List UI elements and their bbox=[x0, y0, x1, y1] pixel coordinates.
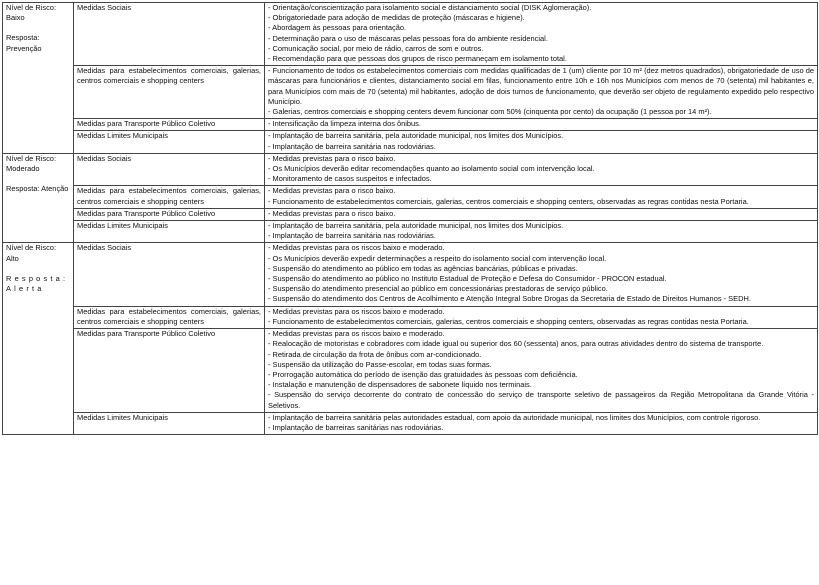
measure-item: - Medidas previstas para os riscos baixo e moderado. bbox=[268, 329, 445, 339]
measure-item: - Retirada de circulação da frota de ônibus com ar-condicionado. bbox=[268, 349, 482, 359]
measure-items-cell bbox=[265, 221, 818, 243]
measure-item: - Suspensão do atendimento ao público em todas as agências bancárias, públicas e privadas. bbox=[268, 263, 578, 273]
measure-items-cell bbox=[265, 66, 818, 119]
measure-items-cell bbox=[265, 186, 818, 208]
table-row bbox=[3, 221, 818, 243]
measure-category-cell bbox=[74, 66, 265, 119]
measure-category-cell bbox=[74, 153, 265, 186]
risk-level-cell bbox=[3, 153, 74, 243]
risk-level-cell bbox=[3, 243, 74, 435]
measure-items-cell bbox=[265, 153, 818, 186]
measure-items-cell bbox=[265, 329, 818, 413]
measure-items-cell bbox=[265, 119, 818, 131]
measure-item: - Medidas previstas para os riscos baixo e moderado. bbox=[268, 306, 445, 316]
measure-item: - Os Municípios deverão editar recomendações quanto ao isolamento social com intervenção local. bbox=[268, 164, 595, 174]
table-row bbox=[3, 412, 818, 434]
measure-item: - Medidas previstas para os riscos baixo e moderado. bbox=[268, 243, 445, 253]
measure-item: - Implantação de barreira sanitária, pela autoridade municipal, nos limites dos Municípios. bbox=[268, 221, 564, 231]
measure-items-cell bbox=[265, 412, 818, 434]
measure-item: - Comunicação social, por meio de rádio, carros de som e outros. bbox=[268, 43, 484, 53]
measure-category-label: Medidas Sociais bbox=[77, 3, 132, 12]
measure-item: - Suspensão do atendimento ao público no Instituto Estadual de Proteção e Defesa do Consumidor - PROCON estadual. bbox=[268, 274, 667, 284]
table-row bbox=[3, 3, 818, 66]
risk-level-name: Nível de Risco: Alto bbox=[6, 243, 57, 263]
measure-item: - Abordagem às pessoas para orientação. bbox=[268, 23, 407, 33]
measure-item: - Suspensão do atendimento presencial ao público em concessionárias prestadoras de serviço público. bbox=[268, 284, 608, 294]
measure-category-cell bbox=[74, 208, 265, 220]
measure-category-cell bbox=[74, 412, 265, 434]
measure-category-label: Medidas para estabelecimentos comerciais, galerias, centros comerciais e shopping centers bbox=[77, 66, 261, 86]
table-row bbox=[3, 186, 818, 208]
measure-item: - Implantação de barreiras sanitárias nas rodoviárias. bbox=[268, 422, 444, 432]
measure-item: - Implantação de barreira sanitária nas rodoviárias. bbox=[268, 231, 436, 241]
measure-category-cell bbox=[74, 3, 265, 66]
measure-item: - Instalação e manutenção de dispensadores de sabonete líquido nos terminais. bbox=[268, 380, 532, 390]
measure-item: - Obrigatoriedade para adoção de medidas de proteção (máscaras e higiene). bbox=[268, 13, 525, 23]
measure-item: - Funcionamento de estabelecimentos comerciais, galerias, centros comerciais e shopping centers, observadas as regras contidas nesta Portaria. bbox=[268, 316, 749, 326]
measure-category-label: Medidas Limites Municipais bbox=[77, 131, 168, 141]
risk-measures-table bbox=[2, 2, 818, 435]
table-row bbox=[3, 153, 818, 186]
measure-item: - Suspensão da utilização do Passe-escolar, em todas suas formas. bbox=[268, 359, 492, 369]
table-row bbox=[3, 119, 818, 131]
measure-category-label: Medidas para estabelecimentos comerciais, galerias, centros comerciais e shopping centers bbox=[77, 306, 261, 326]
measure-item: - Realocação de motoristas e cobradores com idade igual ou superior dos 60 (sessenta) anos, para outras atividades dentro do sistema de transporte. bbox=[268, 339, 764, 349]
measure-category-label: Medidas Limites Municipais bbox=[77, 221, 168, 231]
measure-items-cell bbox=[265, 306, 818, 328]
measure-category-cell bbox=[74, 221, 265, 243]
risk-level-name: Nível de Risco: Baixo bbox=[6, 3, 57, 23]
measure-category-label: Medidas Sociais bbox=[77, 153, 132, 163]
table-row bbox=[3, 131, 818, 153]
table-row bbox=[3, 329, 818, 413]
risk-level-response: Resposta: Atenção bbox=[6, 184, 69, 194]
measure-items-cell bbox=[265, 208, 818, 220]
table-row bbox=[3, 66, 818, 119]
measure-item: - Recomendação para que pessoas dos grupos de risco permaneçam em isolamento total. bbox=[268, 54, 567, 64]
measure-item: - Funcionamento de todos os estabelecimentos comerciais com medidas qualificadas de 1 (um) cliente por 10 m² (dez metros quadrados), obrigatoriedade de uso de máscaras para funcionários e clientes, distanciamento social em filas, funcionamento entre 10h e 16h nos Municípios com menos de 70 (setenta) mil habitantes e, para Municípios com mais de 70 (setenta) mil habitantes, adoção de dois turnos de funcionamento, que deverão ser objeto de regulamento expedido pelo respectivo Município. bbox=[268, 66, 814, 106]
measure-category-label: Medidas para Transporte Público Coletivo bbox=[77, 119, 216, 129]
measure-item: - Suspensão do atendimento dos Centros de Acolhimento e Atenção Integral Sobre Drogas da Secretaria de Estado de Direitos Humanos - SEDH. bbox=[268, 294, 751, 304]
measure-category-cell bbox=[74, 329, 265, 413]
measure-item: - Funcionamento de estabelecimentos comerciais, galerias, centros comerciais e shopping centers, observadas as regras contidas nesta Portaria. bbox=[268, 196, 749, 206]
measure-category-label: Medidas para estabelecimentos comerciais, galerias, centros comerciais e shopping centers bbox=[77, 186, 261, 206]
risk-level-name: Nível de Risco: Moderado bbox=[6, 153, 57, 174]
measure-items-cell bbox=[265, 3, 818, 66]
measure-category-label: Medidas Sociais bbox=[77, 243, 132, 253]
measure-category-cell bbox=[74, 131, 265, 153]
measure-items-cell bbox=[265, 131, 818, 153]
measure-category-label: Medidas para Transporte Público Coletivo bbox=[77, 208, 216, 218]
measure-item: - Implantação de barreira sanitária nas rodoviárias. bbox=[268, 141, 436, 151]
measure-item: - Prorrogação automática do período de isenção das gratuidades às pessoas com deficiência. bbox=[268, 369, 578, 379]
risk-level-response: Resposta: Alerta bbox=[6, 273, 69, 294]
measure-item: - Determinação para o uso de máscaras pelas pessoas fora do ambiente residencial. bbox=[268, 33, 548, 43]
measure-category-label: Medidas para Transporte Público Coletivo bbox=[77, 329, 216, 339]
measure-category-cell bbox=[74, 306, 265, 328]
measure-item: - Implantação de barreira sanitária pelas autoridades estadual, com apoio da autoridade municipal, nos limites dos Municípios, com controle rigoroso. bbox=[268, 412, 761, 422]
measure-item: - Galerias, centros comerciais e shopping centers devem funcionar com 50% (cinquenta por cento) da ocupação (1 pessoa por 14 m²). bbox=[268, 107, 712, 117]
measure-item: - Implantação de barreira sanitária, pela autoridade municipal, nos limites dos Municípios. bbox=[268, 131, 564, 141]
measure-category-cell bbox=[74, 186, 265, 208]
measure-item: - Medidas previstas para o risco baixo. bbox=[268, 153, 396, 163]
measure-category-cell bbox=[74, 119, 265, 131]
measure-item: - Orientação/conscientização para isolamento social e distanciamento social (DISK Aglomeração). bbox=[268, 3, 592, 12]
measure-category-label: Medidas Limites Municipais bbox=[77, 412, 168, 422]
measure-item: - Medidas previstas para o risco baixo. bbox=[268, 208, 396, 218]
measure-item: - Monitoramento de casos suspeitos e infectados. bbox=[268, 174, 432, 184]
measure-item: - Os Municípios deverão expedir determinações a respeito do isolamento social com intervenção local. bbox=[268, 253, 607, 263]
table-row bbox=[3, 306, 818, 328]
measure-item: - Medidas previstas para o risco baixo. bbox=[268, 186, 396, 196]
measure-item: - Suspensão do serviço decorrente do contrato de concessão do serviço de transporte seletivo de passageiros da Região Metropolitana da Grande Vitória - Seletivos. bbox=[268, 390, 814, 410]
risk-level-response: Resposta: Prevenção bbox=[6, 33, 42, 53]
measure-items-cell bbox=[265, 243, 818, 306]
risk-level-cell bbox=[3, 3, 74, 154]
measure-item: - Intensificação da limpeza interna dos ônibus. bbox=[268, 119, 421, 129]
measure-category-cell bbox=[74, 243, 265, 306]
table-row bbox=[3, 243, 818, 306]
table-row bbox=[3, 208, 818, 220]
